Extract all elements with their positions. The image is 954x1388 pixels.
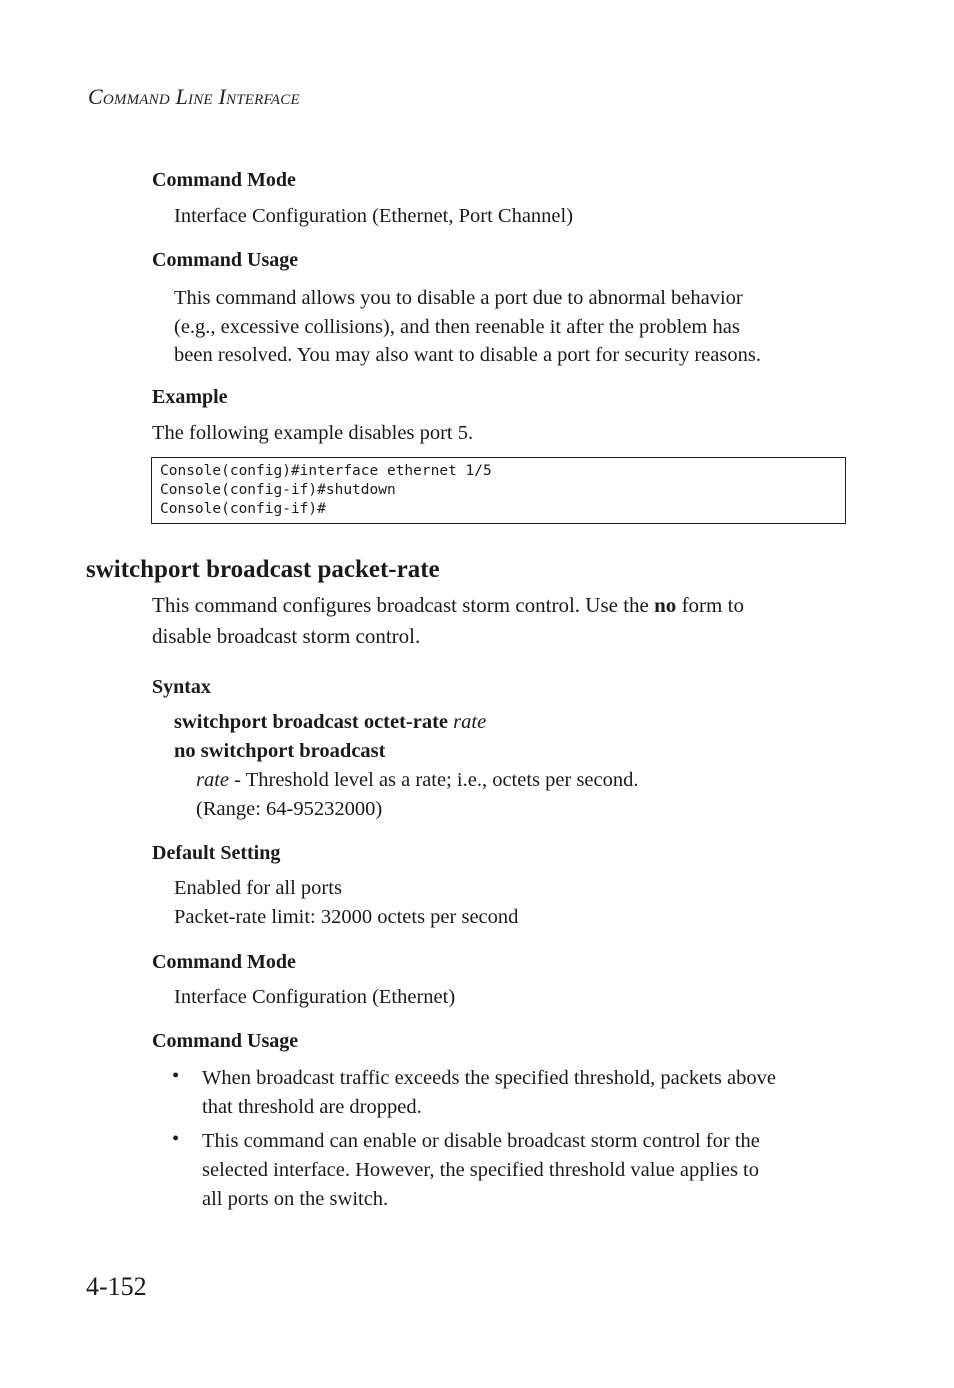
syntax-command: switchport broadcast octet-rate: [174, 711, 449, 733]
usage-line: been resolved. You may also want to disable a port for security reasons.: [174, 344, 761, 366]
code-line: Console(config-if)#shutdown: [160, 482, 396, 498]
bullet-line: selected interface. However, the specified threshold value applies to: [202, 1159, 760, 1181]
page-number: 4-152: [86, 1272, 147, 1301]
param-description: [196, 769, 639, 792]
example-heading: Example: [152, 386, 228, 408]
usage-line: This command allows you to disable a port due to abnormal behavior: [174, 287, 743, 309]
command-usage-heading: Command Usage: [152, 249, 299, 271]
intro-text: disable broadcast storm control.: [152, 624, 421, 648]
default-setting-heading: Default Setting: [152, 842, 281, 864]
command-mode-heading: Command Mode: [152, 169, 296, 191]
command-mode-heading: Command Mode: [152, 951, 296, 973]
syntax-heading: Syntax: [152, 676, 211, 698]
syntax-line: [174, 711, 486, 734]
intro-keyword: no: [654, 593, 677, 617]
section-title: switchport broadcast packet-rate: [86, 556, 440, 583]
code-line: Console(config-if)#: [160, 501, 326, 517]
command-mode-text: Interface Configuration (Ethernet): [174, 986, 456, 1008]
bullet-item: [202, 1064, 846, 1122]
bullet-line: all ports on the switch.: [202, 1188, 389, 1210]
running-head: Command Line Interface: [88, 84, 300, 109]
bullet-item: [202, 1127, 846, 1214]
bullet-marker: •: [172, 1128, 180, 1150]
bullet-marker: •: [172, 1065, 180, 1087]
param-range: (Range: 64-95232000): [196, 798, 383, 820]
command-usage-paragraph: [174, 284, 846, 370]
syntax-param: rate: [453, 711, 487, 733]
default-line: Packet-rate limit: 32000 octets per second: [174, 906, 519, 928]
usage-line: (e.g., excessive collisions), and then reenable it after the problem has: [174, 315, 740, 338]
syntax-line-no: no switchport broadcast: [174, 740, 386, 762]
param-desc: - Threshold level as a rate; i.e., octets per second.: [229, 769, 639, 791]
default-line: Enabled for all ports: [174, 877, 342, 899]
bullet-line: When broadcast traffic exceeds the specified threshold, packets above: [202, 1067, 776, 1089]
code-example: [151, 457, 846, 524]
intro-text: This command configures broadcast storm control. Use the: [152, 593, 655, 617]
command-usage-heading: Command Usage: [152, 1030, 299, 1052]
bullet-line: This command can enable or disable broadcast storm control for the: [202, 1130, 760, 1152]
example-intro: The following example disables port 5.: [152, 422, 474, 444]
param-name: rate: [196, 769, 230, 791]
command-mode-text: Interface Configuration (Ethernet, Port Channel): [174, 205, 574, 227]
code-line: Console(config)#interface ethernet 1/5: [160, 463, 492, 479]
bullet-line: that threshold are dropped.: [202, 1096, 422, 1118]
intro-text: form to: [676, 593, 744, 617]
section-intro: [152, 590, 842, 652]
